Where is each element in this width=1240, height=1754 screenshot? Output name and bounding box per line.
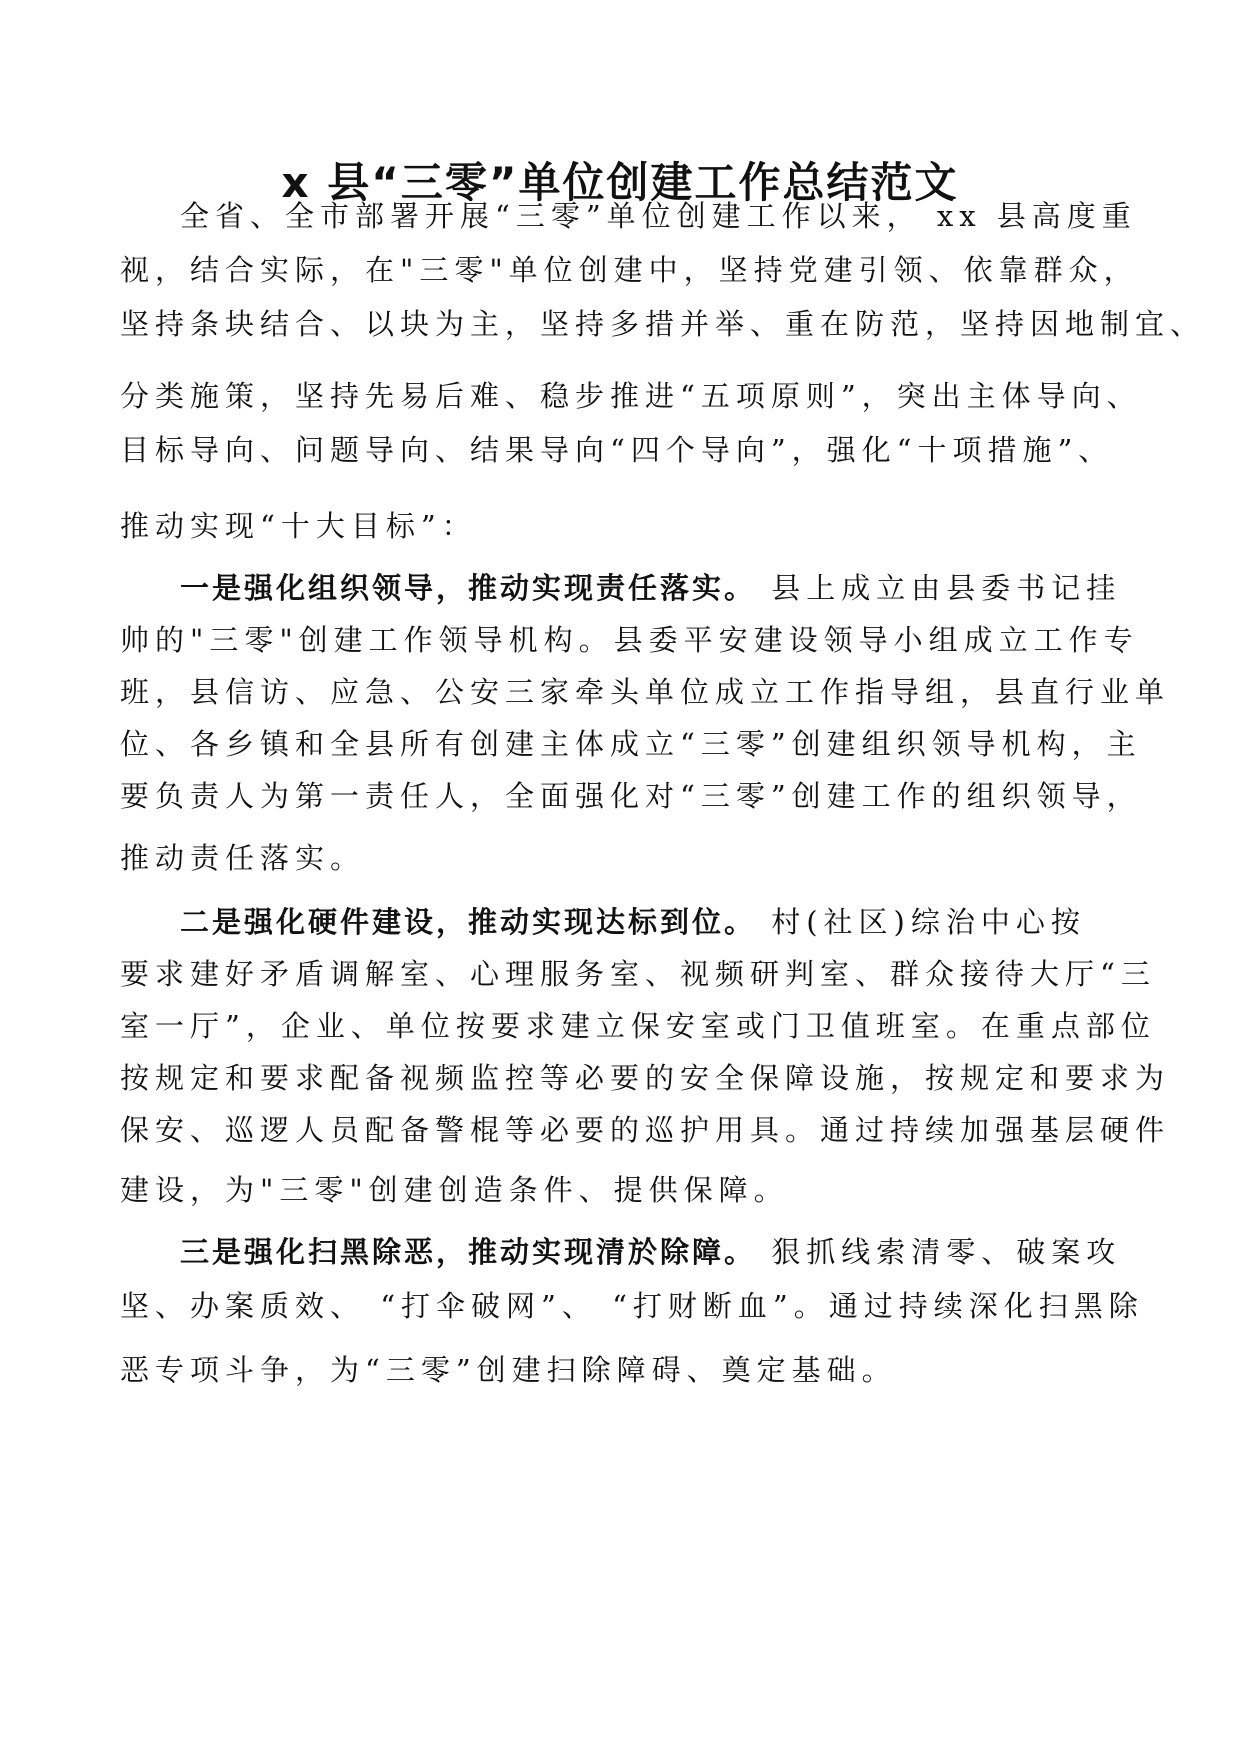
intro-line: 目标导向、问题导向、结果导向“四个导向”，强化“十项措施”、: [120, 433, 1114, 467]
section-heading: 三是强化扫黑除恶，推动实现清於除障。: [180, 1235, 757, 1269]
section-text: 狠抓线索清零、破案攻: [756, 1235, 1122, 1269]
section-text: 县上成立由县委书记挂: [756, 571, 1122, 605]
intro-line: 全省、全市部署开展“三零”单位创建工作以来， xx 县高度重: [180, 199, 1137, 233]
section-line: 要负责人为第一责任人，全面强化对“三零”创建工作的组织领导，: [120, 779, 1142, 813]
section-text: 村(社区)综治中心按: [756, 905, 1086, 939]
section-line: 帅的"三零"创建工作领导机构。县委平安建设领导小组成立工作专: [120, 623, 1139, 657]
section-line: 保安、巡逻人员配备警棍等必要的巡护用具。通过持续加强基层硬件: [120, 1113, 1171, 1147]
section-first-line: [180, 568, 1121, 608]
document-title: x 县“三零”单位创建工作总结范文: [281, 158, 959, 207]
section-line: 位、各乡镇和全县所有创建主体成立“三零”创建组织领导机构，主: [120, 727, 1142, 761]
section-line: 室一厅”，企业、单位按要求建立保安室或门卫值班室。在重点部位: [120, 1009, 1156, 1043]
section-line: 按规定和要求配备视频监控等必要的安全保障设施，按规定和要求为: [120, 1061, 1171, 1095]
section-first-line: [180, 902, 1086, 942]
section-line: 恶专项斗争，为“三零”创建扫除障碍、奠定基础。: [120, 1353, 897, 1387]
section-first-line: [180, 1232, 1121, 1272]
intro-line: 推动实现“十大目标”：: [120, 509, 477, 543]
intro-line: 分类施策，坚持先易后难、稳步推进“五项原则”，突出主体导向、: [120, 379, 1142, 413]
section-line: 建设，为"三零"创建创造条件、提供保障。: [120, 1173, 789, 1207]
section-line: 班，县信访、应急、公安三家牵头单位成立工作指导组，县直行业单: [120, 675, 1171, 709]
section-heading: 一是强化组织领导，推动实现责任落实。: [180, 571, 757, 605]
section-line: 推动责任落实。: [120, 841, 366, 875]
section-line: 坚、办案质效、 “打伞破网”、 “打财断血”。通过持续深化扫黑除: [120, 1289, 1144, 1323]
intro-line: 坚持条块结合、以块为主，坚持多措并举、重在防范，坚持因地制宜、: [120, 307, 1206, 341]
section-line: 要求建好矛盾调解室、心理服务室、视频研判室、群众接待大厅“三: [120, 957, 1156, 991]
intro-line: 视，结合实际，在"三零"单位创建中，坚持党建引领、依靠群众，: [120, 253, 1139, 287]
section-heading: 二是强化硬件建设，推动实现达标到位。: [180, 905, 757, 939]
